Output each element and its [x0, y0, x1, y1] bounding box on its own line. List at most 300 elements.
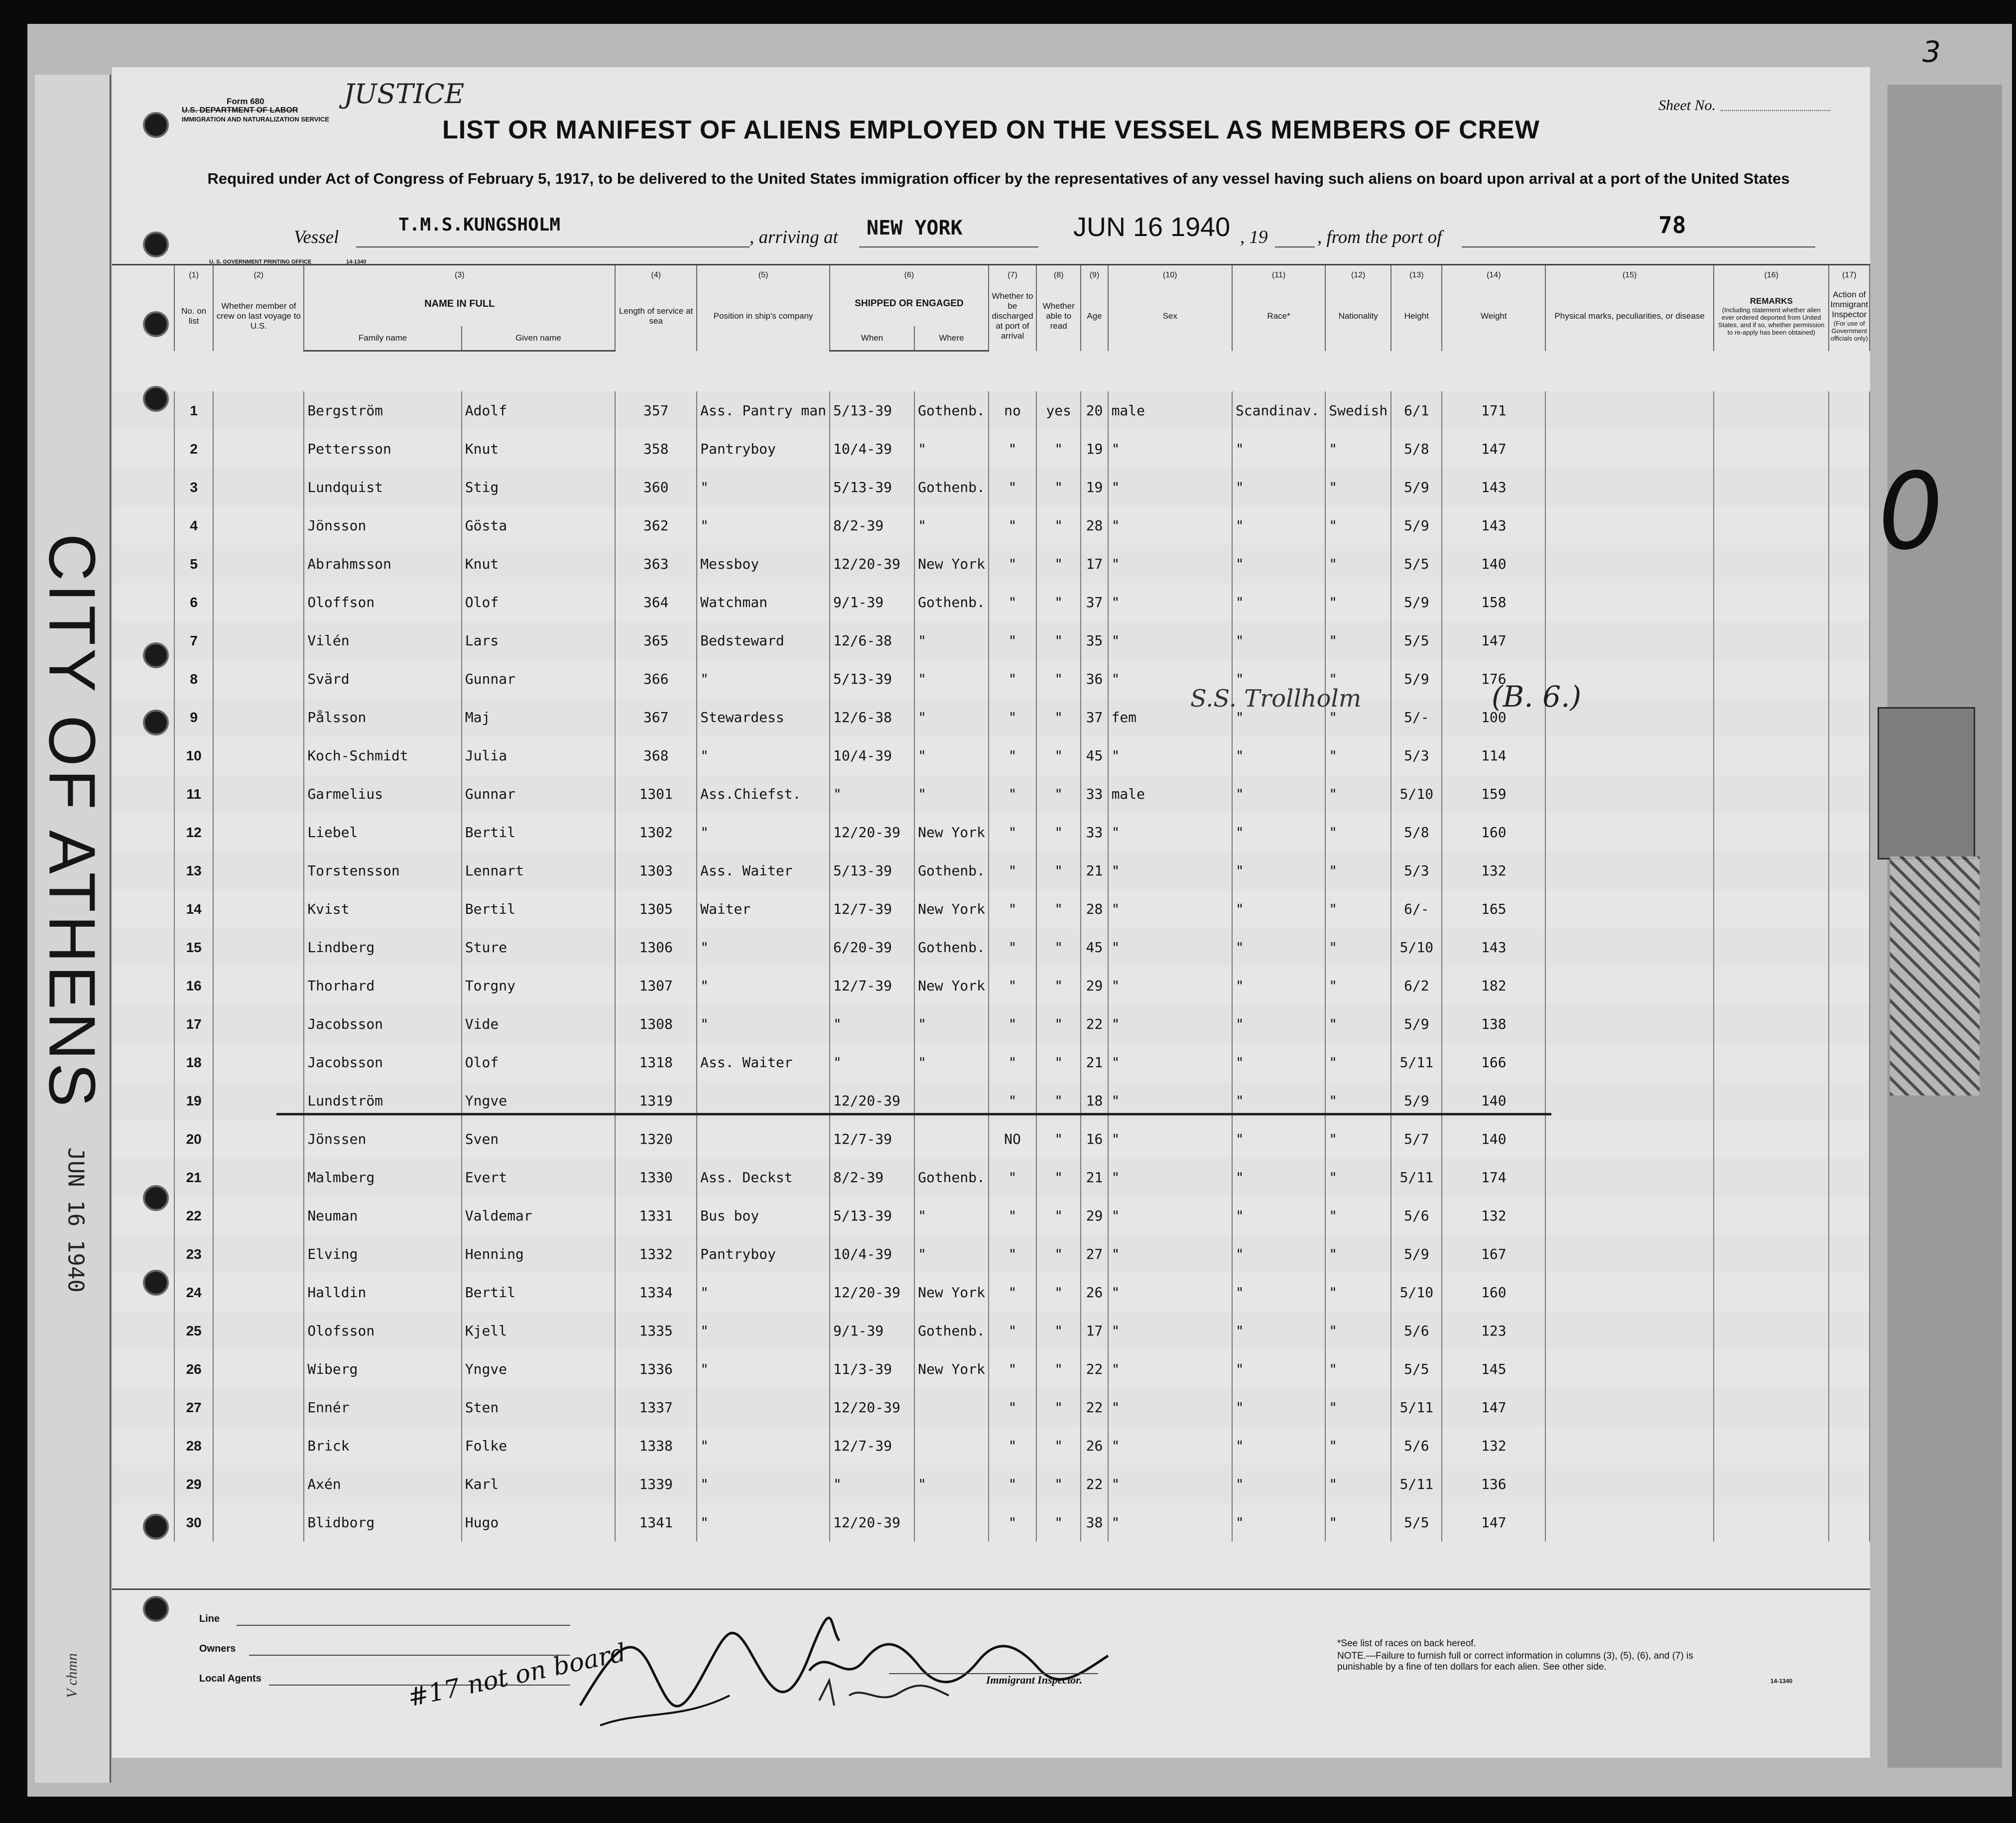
header-age: Age: [1081, 281, 1108, 351]
cell-able-to-read: ": [1036, 1312, 1081, 1350]
cell-position: Pantryboy: [697, 430, 830, 468]
cell-discharged: NO: [989, 1120, 1036, 1158]
hole-gap: [112, 928, 174, 967]
cell-weight: 123: [1442, 1312, 1545, 1350]
table-row: [112, 698, 1870, 736]
cell-action: [1829, 813, 1870, 851]
cell-no: 9: [174, 698, 214, 736]
cell-race: ": [1232, 813, 1325, 851]
cell-race: ": [1232, 1427, 1325, 1465]
cell-nationality: ": [1325, 890, 1391, 928]
cell-nationality: ": [1325, 813, 1391, 851]
table-row: [112, 545, 1870, 583]
cell-physical-marks: [1545, 1082, 1714, 1120]
cell-weight: 138: [1442, 1005, 1545, 1043]
cell-length-service: 1308: [615, 1005, 697, 1043]
cell-given-name: Vide: [462, 1005, 615, 1043]
header-discharged: Whether to be discharged at port of arrival: [989, 281, 1036, 351]
cell-when: 9/1-39: [830, 583, 914, 621]
cell-height: 5/-: [1391, 698, 1442, 736]
cell-remarks: [1714, 545, 1829, 583]
cell-physical-marks: [1545, 1120, 1714, 1158]
cell-no: 14: [174, 890, 214, 928]
cell-race: Scandinav.: [1232, 391, 1325, 430]
cell-sex: ": [1108, 583, 1232, 621]
col-num-12: (12): [1325, 265, 1391, 282]
cell-discharged: ": [989, 1350, 1036, 1388]
cell-discharged: ": [989, 1388, 1036, 1427]
cell-when: 12/20-39: [830, 1388, 914, 1427]
cell-when: 9/1-39: [830, 1312, 914, 1350]
cell-where: ": [914, 1197, 989, 1235]
cell-remarks: [1714, 813, 1829, 851]
cell-weight: 132: [1442, 1427, 1545, 1465]
cell-discharged: ": [989, 736, 1036, 775]
cell-last-voyage: [213, 1388, 304, 1427]
cell-position: ": [697, 1503, 830, 1542]
cell-remarks: [1714, 1082, 1829, 1120]
cell-when: 11/3-39: [830, 1350, 914, 1388]
cell-age: 29: [1081, 1197, 1108, 1235]
cell-able-to-read: ": [1036, 1197, 1081, 1235]
cell-remarks: [1714, 506, 1829, 545]
cell-able-to-read: ": [1036, 967, 1081, 1005]
cell-sex: ": [1108, 890, 1232, 928]
header-given-name: Given name: [462, 326, 615, 351]
cell-length-service: 1305: [615, 890, 697, 928]
cell-weight: 136: [1442, 1465, 1545, 1503]
header-length-service: Length of service at sea: [615, 281, 697, 351]
service-label: IMMIGRATION AND NATURALIZATION SERVICE: [182, 116, 330, 123]
cell-position: ": [697, 1005, 830, 1043]
sheet-number-line: [1721, 110, 1830, 111]
cell-age: 27: [1081, 1235, 1108, 1273]
cell-length-service: 1332: [615, 1235, 697, 1273]
cell-length-service: 1319: [615, 1082, 697, 1120]
cell-given-name: Gunnar: [462, 660, 615, 698]
cell-no: 26: [174, 1350, 214, 1388]
cell-sex: ": [1108, 506, 1232, 545]
cell-height: 5/9: [1391, 468, 1442, 506]
cell-given-name: Torgny: [462, 967, 615, 1005]
cell-position: ": [697, 813, 830, 851]
cell-physical-marks: [1545, 621, 1714, 660]
cell-able-to-read: ": [1036, 698, 1081, 736]
hole-gap: [112, 583, 174, 621]
cell-action: [1829, 1465, 1870, 1503]
cell-able-to-read: ": [1036, 890, 1081, 928]
cell-sex: ": [1108, 1197, 1232, 1235]
cell-physical-marks: [1545, 1235, 1714, 1273]
cell-height: 5/3: [1391, 736, 1442, 775]
table-row: [112, 736, 1870, 775]
cell-age: 19: [1081, 468, 1108, 506]
cell-when: 12/7-39: [830, 1120, 914, 1158]
cell-family-name: Brick: [304, 1427, 461, 1465]
row-19-strikethrough: [276, 1113, 1551, 1115]
cell-discharged: ": [989, 1043, 1036, 1082]
cell-remarks: [1714, 698, 1829, 736]
cell-no: 28: [174, 1427, 214, 1465]
cell-able-to-read: ": [1036, 1120, 1081, 1158]
cell-discharged: ": [989, 851, 1036, 890]
table-row: [112, 1503, 1870, 1542]
cell-age: 20: [1081, 391, 1108, 430]
cell-last-voyage: [213, 391, 304, 430]
cell-last-voyage: [213, 967, 304, 1005]
cell-physical-marks: [1545, 851, 1714, 890]
cell-sex: ": [1108, 660, 1232, 698]
cell-family-name: Koch-Schmidt: [304, 736, 461, 775]
cell-race: ": [1232, 1158, 1325, 1197]
cell-given-name: Sven: [462, 1120, 615, 1158]
cell-position: Stewardess: [697, 698, 830, 736]
cell-physical-marks: [1545, 506, 1714, 545]
cell-action: [1829, 621, 1870, 660]
cell-given-name: Bertil: [462, 890, 615, 928]
header-race: Race*: [1232, 281, 1325, 351]
col-num-9: (9): [1081, 265, 1108, 282]
cell-remarks: [1714, 1273, 1829, 1312]
cell-able-to-read: ": [1036, 1235, 1081, 1273]
cell-given-name: Olof: [462, 583, 615, 621]
header-where: Where: [914, 326, 989, 351]
cell-last-voyage: [213, 1235, 304, 1273]
hole-gap: [112, 1235, 174, 1273]
header-sex: Sex: [1108, 281, 1232, 351]
manifest-table: [112, 264, 1870, 1542]
cell-last-voyage: [213, 851, 304, 890]
cell-position: ": [697, 660, 830, 698]
col-num-7: (7): [989, 265, 1036, 282]
cell-no: 13: [174, 851, 214, 890]
cell-discharged: ": [989, 1235, 1036, 1273]
cell-where: New York: [914, 1350, 989, 1388]
cell-length-service: 1306: [615, 928, 697, 967]
cell-able-to-read: ": [1036, 1503, 1081, 1542]
cell-able-to-read: ": [1036, 468, 1081, 506]
cell-family-name: Kvist: [304, 890, 461, 928]
cell-no: 29: [174, 1465, 214, 1503]
cell-no: 10: [174, 736, 214, 775]
remarks-annotation: (B. 6.): [1492, 680, 1582, 714]
cell-able-to-read: ": [1036, 1427, 1081, 1465]
cell-last-voyage: [213, 1043, 304, 1082]
hole-gap: [112, 1503, 174, 1542]
cell-race: ": [1232, 660, 1325, 698]
cell-sex: fem: [1108, 698, 1232, 736]
table-row: [112, 1388, 1870, 1427]
cell-where: Gothenb.: [914, 391, 989, 430]
cell-family-name: Vilén: [304, 621, 461, 660]
hole-gap: [112, 391, 174, 430]
header-nationality: Nationality: [1325, 281, 1391, 351]
cell-action: [1829, 1427, 1870, 1465]
cell-when: ": [830, 1043, 914, 1082]
cell-position: Bus boy: [697, 1197, 830, 1235]
cell-discharged: ": [989, 967, 1036, 1005]
cell-remarks: [1714, 736, 1829, 775]
cell-family-name: Oloffson: [304, 583, 461, 621]
cell-length-service: 1337: [615, 1388, 697, 1427]
cell-length-service: 358: [615, 430, 697, 468]
cell-length-service: 1335: [615, 1312, 697, 1350]
table-row: [112, 928, 1870, 967]
header-member-last-voyage: Whether member of crew on last voyage to U.S.: [213, 281, 304, 351]
cell-no: 20: [174, 1120, 214, 1158]
page-subtitle: Required under Act of Congress of February 5, 1917, to be delivered to the United States immigration officer by the representatives of any vessel having such aliens on board upon arrival at a port of the United States: [207, 170, 1790, 187]
cell-able-to-read: ": [1036, 545, 1081, 583]
cell-sex: ": [1108, 1005, 1232, 1043]
cell-physical-marks: [1545, 545, 1714, 583]
cell-action: [1829, 468, 1870, 506]
cell-discharged: ": [989, 1427, 1036, 1465]
cell-when: 5/13-39: [830, 660, 914, 698]
cell-weight: 147: [1442, 430, 1545, 468]
cell-where: New York: [914, 1273, 989, 1312]
cell-given-name: Yngve: [462, 1082, 615, 1120]
cell-no: 7: [174, 621, 214, 660]
cell-position: Ass. Waiter: [697, 851, 830, 890]
cell-age: 26: [1081, 1273, 1108, 1312]
corner-number: 3: [1922, 35, 1941, 69]
cell-family-name: Ennér: [304, 1388, 461, 1427]
cell-height: 5/5: [1391, 1503, 1442, 1542]
cell-length-service: 1339: [615, 1465, 697, 1503]
cell-no: 16: [174, 967, 214, 1005]
cell-given-name: Maj: [462, 698, 615, 736]
cell-action: [1829, 1120, 1870, 1158]
header-no-on-list: No. on list: [174, 281, 214, 351]
cell-race: ": [1232, 1235, 1325, 1273]
cell-when: 12/6-38: [830, 621, 914, 660]
cell-sex: ": [1108, 736, 1232, 775]
cell-height: 6/-: [1391, 890, 1442, 928]
cell-physical-marks: [1545, 1503, 1714, 1542]
cell-physical-marks: [1545, 1158, 1714, 1197]
cell-when: 12/20-39: [830, 1503, 914, 1542]
footer-rule: [112, 1588, 1870, 1590]
cell-no: 19: [174, 1082, 214, 1120]
cell-where: [914, 1427, 989, 1465]
cell-race: ": [1232, 928, 1325, 967]
cell-race: ": [1232, 621, 1325, 660]
cell-discharged: ": [989, 1082, 1036, 1120]
cell-length-service: 357: [615, 391, 697, 430]
table-row: [112, 660, 1870, 698]
cell-last-voyage: [213, 583, 304, 621]
cell-last-voyage: [213, 660, 304, 698]
cell-length-service: 1301: [615, 775, 697, 813]
hole-gap: [112, 736, 174, 775]
cell-position: [697, 1388, 830, 1427]
cell-family-name: Bergström: [304, 391, 461, 430]
cell-nationality: ": [1325, 1158, 1391, 1197]
cell-when: 5/13-39: [830, 391, 914, 430]
cell-physical-marks: [1545, 1465, 1714, 1503]
table-row: [112, 1465, 1870, 1503]
table-row: [112, 1005, 1870, 1043]
cell-physical-marks: [1545, 890, 1714, 928]
cell-position: Messboy: [697, 545, 830, 583]
cell-able-to-read: ": [1036, 621, 1081, 660]
cell-family-name: Malmberg: [304, 1158, 461, 1197]
col-num-17: (17): [1829, 265, 1870, 282]
header-shipped-engaged: SHIPPED OR ENGAGED: [830, 281, 989, 326]
cell-sex: ": [1108, 1235, 1232, 1273]
table-row: [112, 775, 1870, 813]
cell-when: 5/13-39: [830, 1197, 914, 1235]
cell-where: ": [914, 1005, 989, 1043]
header-physical-marks: Physical marks, peculiarities, or disease: [1545, 281, 1714, 351]
cell-height: 5/3: [1391, 851, 1442, 890]
cell-race: ": [1232, 967, 1325, 1005]
cell-sex: ": [1108, 1503, 1232, 1542]
cell-race: ": [1232, 1503, 1325, 1542]
cell-when: 12/20-39: [830, 813, 914, 851]
cell-given-name: Stig: [462, 468, 615, 506]
hole-gap: [112, 1082, 174, 1120]
cell-weight: 147: [1442, 1503, 1545, 1542]
cell-remarks: [1714, 660, 1829, 698]
table-row: [112, 621, 1870, 660]
cell-family-name: Lundquist: [304, 468, 461, 506]
table-row: [112, 506, 1870, 545]
cell-physical-marks: [1545, 391, 1714, 430]
cell-nationality: ": [1325, 621, 1391, 660]
cell-weight: 158: [1442, 583, 1545, 621]
cell-nationality: ": [1325, 1465, 1391, 1503]
cell-last-voyage: [213, 621, 304, 660]
cell-height: 5/6: [1391, 1427, 1442, 1465]
list-number: 78: [1658, 212, 1686, 239]
cell-action: [1829, 1158, 1870, 1197]
cell-when: 8/2-39: [830, 506, 914, 545]
table-row: [112, 1043, 1870, 1082]
cell-action: [1829, 430, 1870, 468]
hole-gap: [112, 468, 174, 506]
table-row: [112, 1158, 1870, 1197]
cell-race: ": [1232, 506, 1325, 545]
vessel-line: [356, 246, 750, 247]
department-label: U.S. DEPARTMENT OF LABOR: [182, 106, 298, 115]
cell-where: Gothenb.: [914, 851, 989, 890]
cell-weight: 143: [1442, 468, 1545, 506]
cell-when: 8/2-39: [830, 1158, 914, 1197]
hole-gap: [112, 775, 174, 813]
cell-when: 10/4-39: [830, 1235, 914, 1273]
cell-sex: ": [1108, 928, 1232, 967]
hole-gap: [112, 1158, 174, 1197]
cell-weight: 114: [1442, 736, 1545, 775]
cell-able-to-read: ": [1036, 1005, 1081, 1043]
cell-nationality: ": [1325, 1312, 1391, 1350]
cell-where: ": [914, 736, 989, 775]
hole-gap: [112, 1312, 174, 1350]
cell-position: [697, 1120, 830, 1158]
cell-able-to-read: ": [1036, 813, 1081, 851]
cell-position: Ass. Deckst: [697, 1158, 830, 1197]
hole-gap: [112, 1388, 174, 1427]
cell-race: ": [1232, 1082, 1325, 1120]
cell-age: 45: [1081, 928, 1108, 967]
col-num-5: (5): [697, 265, 830, 282]
cell-length-service: 360: [615, 468, 697, 506]
cell-age: 38: [1081, 1503, 1108, 1542]
cell-remarks: [1714, 1043, 1829, 1082]
cell-given-name: Evert: [462, 1158, 615, 1197]
hole-gap: [112, 1197, 174, 1235]
cell-last-voyage: [213, 1503, 304, 1542]
cell-family-name: Olofsson: [304, 1312, 461, 1350]
cell-weight: 167: [1442, 1235, 1545, 1273]
cell-action: [1829, 1350, 1870, 1388]
cell-able-to-read: ": [1036, 1158, 1081, 1197]
form-code-top: 14-1340: [346, 259, 367, 265]
cell-weight: 165: [1442, 890, 1545, 928]
cell-remarks: [1714, 928, 1829, 967]
cell-discharged: ": [989, 813, 1036, 851]
cell-last-voyage: [213, 506, 304, 545]
cell-able-to-read: ": [1036, 1350, 1081, 1388]
cell-discharged: ": [989, 1197, 1036, 1235]
cell-physical-marks: [1545, 1388, 1714, 1427]
cell-remarks: [1714, 468, 1829, 506]
cell-remarks: [1714, 1235, 1829, 1273]
cell-length-service: 368: [615, 736, 697, 775]
cell-family-name: Abrahmsson: [304, 545, 461, 583]
cell-discharged: ": [989, 621, 1036, 660]
table-row: [112, 1312, 1870, 1350]
table-row: [112, 1235, 1870, 1273]
cell-race: ": [1232, 1120, 1325, 1158]
cell-where: ": [914, 775, 989, 813]
cell-age: 35: [1081, 621, 1108, 660]
cell-able-to-read: ": [1036, 660, 1081, 698]
cell-position: Ass.Chiefst.: [697, 775, 830, 813]
cell-able-to-read: ": [1036, 1388, 1081, 1427]
cell-height: 5/10: [1391, 1273, 1442, 1312]
penalty-note: NOTE.—Failure to furnish full or correct information in columns (3), (5), (6), and (7) is punishable by a fine of ten dollars for each alien. See other side.: [1337, 1651, 1693, 1672]
cell-race: ": [1232, 545, 1325, 583]
cell-no: 15: [174, 928, 214, 967]
hole-gap: [112, 621, 174, 660]
cell-where: New York: [914, 813, 989, 851]
cell-where: Gothenb.: [914, 1312, 989, 1350]
cell-position: Ass. Waiter: [697, 1043, 830, 1082]
cell-able-to-read: ": [1036, 583, 1081, 621]
cell-length-service: 362: [615, 506, 697, 545]
cell-physical-marks: [1545, 468, 1714, 506]
cell-length-service: 1334: [615, 1273, 697, 1312]
race-annotation: S.S. Trollholm: [1190, 685, 1362, 713]
cell-where: Gothenb.: [914, 468, 989, 506]
cell-action: [1829, 1312, 1870, 1350]
cell-race: ": [1232, 1465, 1325, 1503]
cell-weight: 132: [1442, 851, 1545, 890]
cell-weight: 140: [1442, 1120, 1545, 1158]
cell-sex: ": [1108, 1350, 1232, 1388]
cell-physical-marks: [1545, 928, 1714, 967]
cell-when: 12/7-39: [830, 967, 914, 1005]
footer-line-label: Line: [199, 1613, 220, 1624]
cell-given-name: Karl: [462, 1465, 615, 1503]
cell-position: ": [697, 468, 830, 506]
cell-last-voyage: [213, 1427, 304, 1465]
table-row: [112, 1120, 1870, 1158]
cell-race: ": [1232, 1043, 1325, 1082]
table-row: [112, 1350, 1870, 1388]
